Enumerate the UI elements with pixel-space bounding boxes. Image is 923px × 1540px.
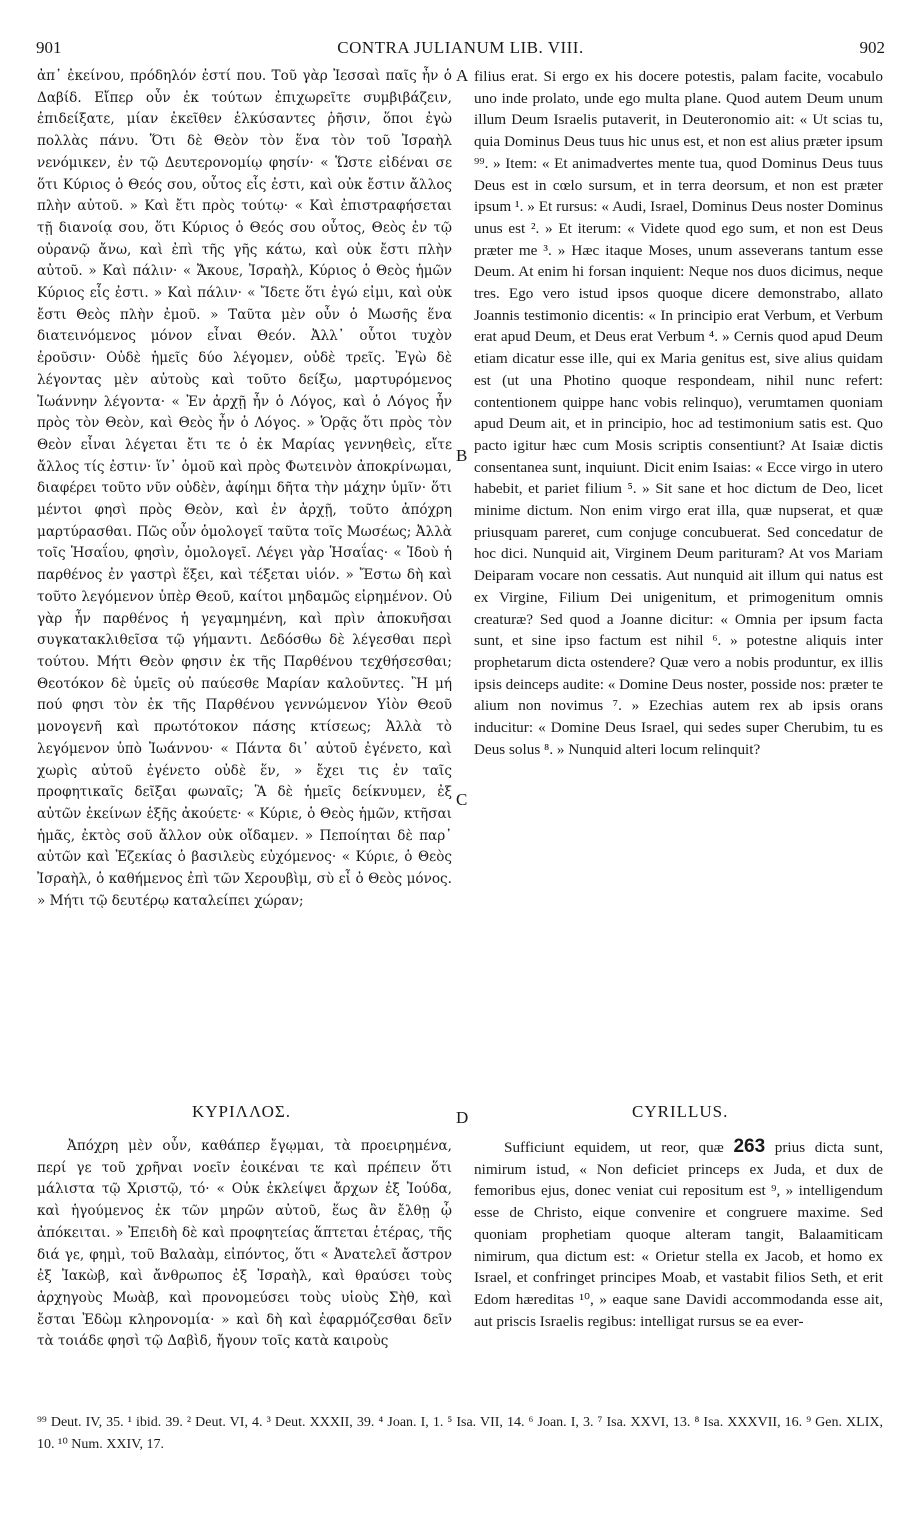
latin-paragraph-lower bbox=[474, 1136, 883, 1332]
greek-section-title: ΚΥΡΙΛΛΟΣ. bbox=[192, 1102, 292, 1121]
page-header bbox=[36, 38, 885, 62]
latin-text-lower-rest: prius dicta sunt, nimirum istud, « Non deficiet princeps ex Juda, et dux de femoribus ejus, donec veniat cui repositum est ⁹, » intelligendum esse de Christo, eique convenire et congruere maxime. Sed quoniam prophetiam quoque alteram tangit, Balaamiticam nimirum, qua dictum est: « Orietur stella ex Jacob, et homo ex Israel, et confringet principes Moab, et vastabit filios Seth, et erit Edom hæreditas ¹⁰, » eaque sane Davidi accommodanda esse ait, aut priscis Israelis regibus: intelligat rursus se ea ever- bbox=[474, 1139, 884, 1330]
greek-column-upper bbox=[37, 66, 452, 912]
latin-column-lower bbox=[474, 1136, 883, 1332]
greek-column-lower bbox=[37, 1136, 452, 1353]
footnotes: ⁹⁹ Deut. IV, 35. ¹ ibid. 39. ² Deut. VI, 4. ³ Deut. XXXII, 39. ⁴ Joan. I, 1. ⁵ Isa. VII, 14. ⁶ Joan. I, 3. ⁷ Isa. XXVI, 13. ⁸ Isa. XXXVII, 16. ⁹ Gen. XLIX, 10. ¹⁰ Num. XXIV, 17. bbox=[37, 1415, 883, 1452]
margin-marker-b: B bbox=[456, 446, 468, 465]
page-number-left: 901 bbox=[36, 38, 62, 57]
latin-section-title: CYRILLUS. bbox=[632, 1102, 729, 1121]
page-number-right: 902 bbox=[859, 38, 885, 57]
greek-text-upper: ἀπ᾽ ἐκείνου, πρόδηλόν ἐστί που. Τοῦ γὰρ Ἰεσσαὶ παῖς ἦν ὁ Δαβίδ. Εἴπερ οὖν ἐκ τούτων ἐπιχωρεῖτε συμβιβάζειν, ἐπιδείξατε, μίαν ἐκεῖθεν ἑλκύσαντες ῥῆσιν, ὅποι ἐγὼ πολλὰς πάνυ. Ὅτι δὲ Θεὸν τὸν ἕνα τὸν τοῦ Ἰσραὴλ νενόμικεν, ἐν τῷ Δευτερονομίῳ φησίν· « Ὥστε εἰδέναι σε ὅτι Κύριος ὁ Θεός σου, οὗτος εἷς ἐστι, καὶ οὐκ ἔστιν ἄλλος πλὴν αὐτοῦ. » Καὶ ἔτι πρὸς τούτῳ· « Καὶ ἐπιστραφήσεται τῇ διανοίᾳ σου, ὅτι Κύριος ὁ Θεός σου οὗτος, Θεὸς ἐν τῷ οὐρανῷ ἄνω, καὶ ἐπὶ τῆς γῆς κάτω, καὶ οὐκ ἔστι πλὴν αὐτοῦ. » Καὶ πάλιν· « Ἄκουε, Ἰσραὴλ, Κύριος ὁ Θεὸς ἡμῶν Κύριος εἷς ἐστι. » Καὶ πάλιν· « Ἴδετε ὅτι ἐγώ εἰμι, καὶ οὐκ ἔστι Θεὸς πλὴν ἐμοῦ. » Ταῦτα μὲν οὖν ὁ Μωσῆς ἕνα διατεινόμενος μόνον εἶναι Θεόν. Ἀλλ᾽ οὗτοι τυχὸν ἐροῦσιν· Οὐδὲ ἡμεῖς δύο λέγομεν, οὐδὲ τρεῖς. Ἐγὼ δὲ λέγοντας μὲν αὐτοὺς καὶ τοῦτο δείξω, μαρτυρόμενος Ἰωάννην λέγοντα· « Ἐν ἀρχῇ ἦν ὁ Λόγος, καὶ ὁ Λόγος ἦν πρὸς τὸν Θεὸν, καὶ Θεὸς ἦν ὁ Λόγος. » Ὁρᾷς ὅτι πρὸς τὸν Θεὸν εἶναι λέγεται ἔτι τε ὁ ἐκ Μαρίας γεννηθεὶς, εἴτε ἄλλος τίς ἐστιν· ἵν᾽ ὁμοῦ καὶ πρὸς Φωτεινὸν ἀποκρίνωμαι, διαφέρει τοῦτο νῦν οὐδὲν, ἀφίημι δῆτα τὴν μάχην ὑμῖν· ὅτι μέντοι φησὶ πρὸς Θεὸν, καὶ ἐν ἀρχῇ, τοῦτο ἀπόχρη μαρτύρασθαι. Πῶς οὖν ὁμολογεῖ ταῦτα τοῖς Μωσέως; Ἀλλὰ τοῖς Ἡσαΐου, φησὶν, ὁμολογεῖ. Λέγει γὰρ Ἡσαΐας· « Ἰδοὺ ἡ παρθένος ἐν γαστρὶ ἕξει, καὶ τέξεται υἱόν. » Ἔστω δὴ καὶ τοῦτο λεγόμενον ὑπὲρ Θεοῦ, καίτοι μηδαμῶς εἰρημένον. Οὐ γὰρ ἦν παρθένος ἡ γεγαμημένη, καὶ πρὶν ἀποκυῆσαι συγκατακλιθεῖσα τῷ γήμαντι. Δεδόσθω δὲ λέγεσθαι περὶ τούτου. Μήτι Θεὸν φησιν ἐκ τῆς Παρθένου τεχθήσεσθαι; Θεοτόκον δὲ ὑμεῖς οὐ παύεσθε Μαρίαν καλοῦντες. Ἢ μή πού φησι τὸν ἐκ τῆς Παρθένου γεννώμενον Υἱὸν Θεοῦ μονογενῆ καὶ πρωτότοκον πάσης κτίσεως; Ἀλλὰ τὸ λεγόμενον ὑπὸ Ἰωάννου· « Πάντα δι᾽ αὐτοῦ ἐγένετο, καὶ χωρὶς αὐτοῦ ἐγένετο οὐδὲ ἕν, » ἔχει τις ἐν ταῖς προφητικαῖς δεῖξαι φωναῖς; Ἃ δὲ ἡμεῖς δείκνυμεν, ἐξ αὐτῶν ἐκείνων ἑξῆς ἀκούετε· « Κύριε, ὁ Θεὸς ἡμῶν, κτῆσαι ἡμᾶς, ἐκτὸς σοῦ ἄλλον οὐκ οἴδαμεν. » Πεποίηται δὲ παρ᾽ αὐτῶν καὶ Ἐζεκίας ὁ βασιλεὺς εὐχόμενος· « Κύριε, ὁ Θεὸς Ἰσραὴλ, ὁ καθήμενος ἐπὶ τῶν Χερουβὶμ, σὺ εἶ ὁ Θεὸς μόνος. » Μήτι τῷ δευτέρῳ καταλείπει χώραν; bbox=[37, 68, 452, 909]
latin-text-upper: filius erat. Si ergo ex his docere potestis, palam facite, vocabulo uno inde prolato, unde ego multa plane. Quod autem Deum unum illum Deum Israelis putaverit, in Deuteronomio ait: « Ut scias tu, quia Dominus Deus tuus hic unus est, et non est alius præter ipsum ⁹⁹. » Item: « Et animadvertes mente tua, quod Dominus Deus tuus Deus est in cœlo sursum, et in terra deorsum, et non est præter ipsum ¹. » Et rursus: « Audi, Israel, Dominus Deus noster Dominus unus est ². » Et iterum: « Videte quod ego sum, et non est Deus præter me ³. » Hæc itaque Moses, unum asseverans tantum esse Deum. At enim hi forsan inquient: Neque nos duos dicimus, neque tres. Ego vero istud ipsos quoque dicere demonstrabo, allato Joannis testimonio dicentis: « In principio erat Verbum, et Verbum erat apud Deum, et Deus erat Verbum ⁴. » Cernis quod apud Deum etiam dicatur esse ille, qui ex Maria genitus est, sive alius quidam est (ut una Photino quoque respondeam, nihil nunc refert: contentionem quippe hanc vobis relinquo), verumtamen quoniam apud Deum ait, et in principio, hoc ad testimonium satis est. Quo pacto igitur hæc cum Mosis scriptis consentiunt? At Isaiæ dictis consentanea sunt, inquiunt. Dicit enim Isaias: « Ecce virgo in utero habebit, et pariet filium ⁵. » Sit sane et hoc dictum de Deo, licet minime dictum. Non enim virgo erat illa, quæ nupserat, et quæ priusquam pareret, cum conjuge concubuerat. Sed concedatur de hoc dici. Nunquid ait, Virginem Deum parituram? At vos Mariam Deiparam vocare non cessatis. Aut nunquid ait illum qui natus est ex Virgine, Filium Dei unigenitum, et primogenitum omnis creaturæ? Sed quod a Joanne dicitur: « Omnia per ipsum facta sunt, et sine ipso factum est nihil ⁶. » potestne aliquis inter prophetarum dicta ostendere? Quæ vero a nobis produntur, ex illis ipsis deinceps audite: « Domine Deus noster, posside nos: præter te alium non novimus ⁷. » Ezechias autem rex ab ipsis orans inducitur: « Domine Deus Israel, qui sedes super Cherubim, tu es Deus solus ⁸. » Nunquid alteri locum relinquit? bbox=[474, 68, 883, 758]
margin-marker-d: D bbox=[456, 1108, 469, 1127]
margin-marker-a: A bbox=[456, 66, 469, 85]
running-title: CONTRA JULIANUM LIB. VIII. bbox=[337, 38, 584, 57]
latin-text-lower-start: Sufficiunt equidem, ut reor, quæ bbox=[504, 1139, 724, 1156]
greek-text-lower: Ἀπόχρη μὲν οὖν, καθάπερ ἔγῳμαι, τὰ προειρημένα, περί γε τοῦ χρῆναι νοεῖν ἐοικέναι τε καὶ πρέπειν ὅτι μάλιστα τῷ Χριστῷ, τό· « Οὐκ ἐκλείψει ἄρχων ἐξ Ἰούδα, καὶ ἡγούμενος ἐκ τῶν μηρῶν αὐτοῦ, ἕως ἂν ἔλθῃ ᾧ ἀπόκειται. » Ἐπειδὴ δὲ καὶ προφητείας ἅπτεται ἑτέρας, τῆς διά γε, φημὶ, τοῦ Βαλαὰμ, εἰπόντος, ὅτι « Ἀνατελεῖ ἄστρον ἐξ Ἰακὼβ, καὶ ἄνθρωπος ἐξ Ἰσραὴλ, καὶ θραύσει τοὺς ἀρχηγοὺς Μωὰβ, καὶ προνομεύσει τοὺς υἱοὺς Σὴθ, καὶ ἔσται Ἐδὼμ κληρονομία· » καὶ δὴ καὶ ἐφαρμόζεσθαι δεῖν τὰ τοιάδε φησὶ τῷ Δαβὶδ, ἤγουν τοῖς κατὰ καιροὺς bbox=[37, 1138, 452, 1350]
column-number: 263 bbox=[733, 1136, 766, 1157]
margin-marker-c: C bbox=[456, 790, 468, 809]
latin-column-upper bbox=[474, 66, 883, 761]
